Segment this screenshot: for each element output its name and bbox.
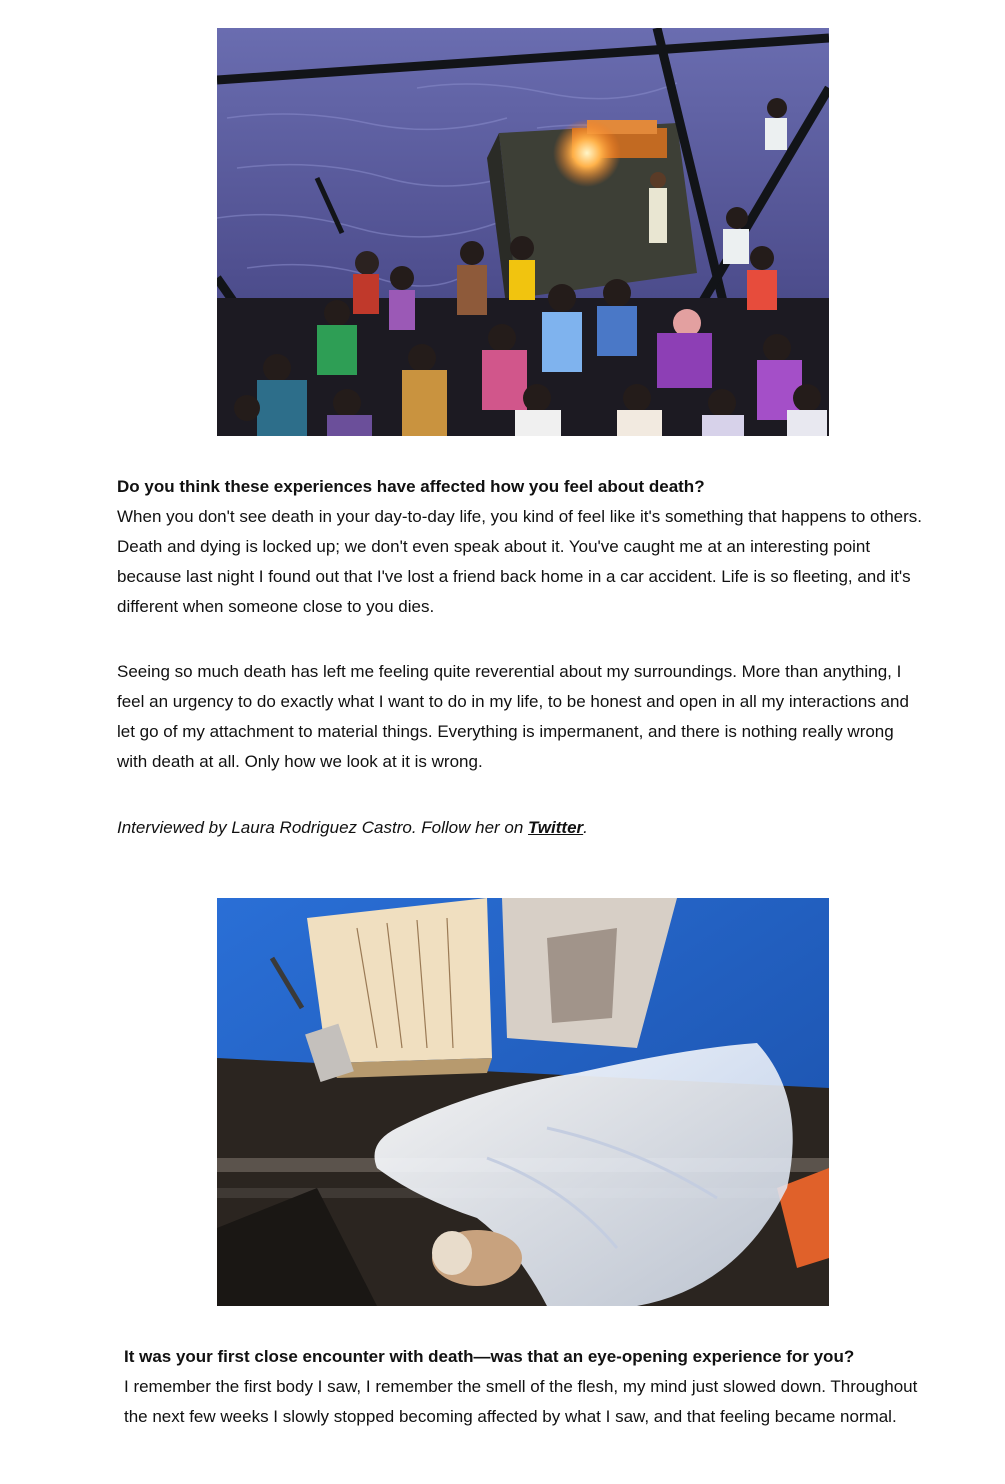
- qa-section-death-feelings: [117, 472, 927, 622]
- credit-prefix: Interviewed by Laura Rodriguez Castro. Follow her on: [117, 818, 529, 837]
- reflection-paragraph-section: [117, 657, 927, 777]
- credit-suffix: .: [583, 818, 588, 837]
- interview-question: It was your first close encounter with death—was that an eye-opening experience for you?: [124, 1347, 855, 1366]
- interviewer-credit: [117, 813, 927, 843]
- body-on-bier-photo: [217, 898, 829, 1306]
- interview-answer: I remember the first body I saw, I remember the smell of the flesh, my mind just slowed down. Throughout the next few weeks I slowly stopped becoming affected by what I saw, and that feeling became normal.: [124, 1377, 918, 1426]
- reflection-paragraph: Seeing so much death has left me feeling quite reverential about my surroundings. More than anything, I feel an urgency to do exactly what I want to do in my life, to be honest and open in all my interactions and let go of my attachment to material things. Everything is impermanent, and there is nothing really wrong with death at all. Only how we look at it is wrong.: [117, 662, 909, 771]
- interview-question: Do you think these experiences have affected how you feel about death?: [117, 477, 705, 496]
- cremation-ghat-photo: [217, 28, 829, 436]
- cremation-ghat-illustration: [217, 28, 829, 436]
- credit-line: [117, 813, 927, 843]
- body-on-bier-illustration: [217, 898, 829, 1306]
- qa-section-first-encounter: [124, 1342, 924, 1432]
- twitter-link[interactable]: Twitter: [528, 818, 584, 837]
- interview-answer: When you don't see death in your day-to-day life, you kind of feel like it's something that happens to others. Death and dying is locked up; we don't even speak about it. You've caught me at an interesting point because last night I found out that I've lost a friend back home in a car accident. Life is so fleeting, and it's different when someone close to you dies.: [117, 507, 923, 616]
